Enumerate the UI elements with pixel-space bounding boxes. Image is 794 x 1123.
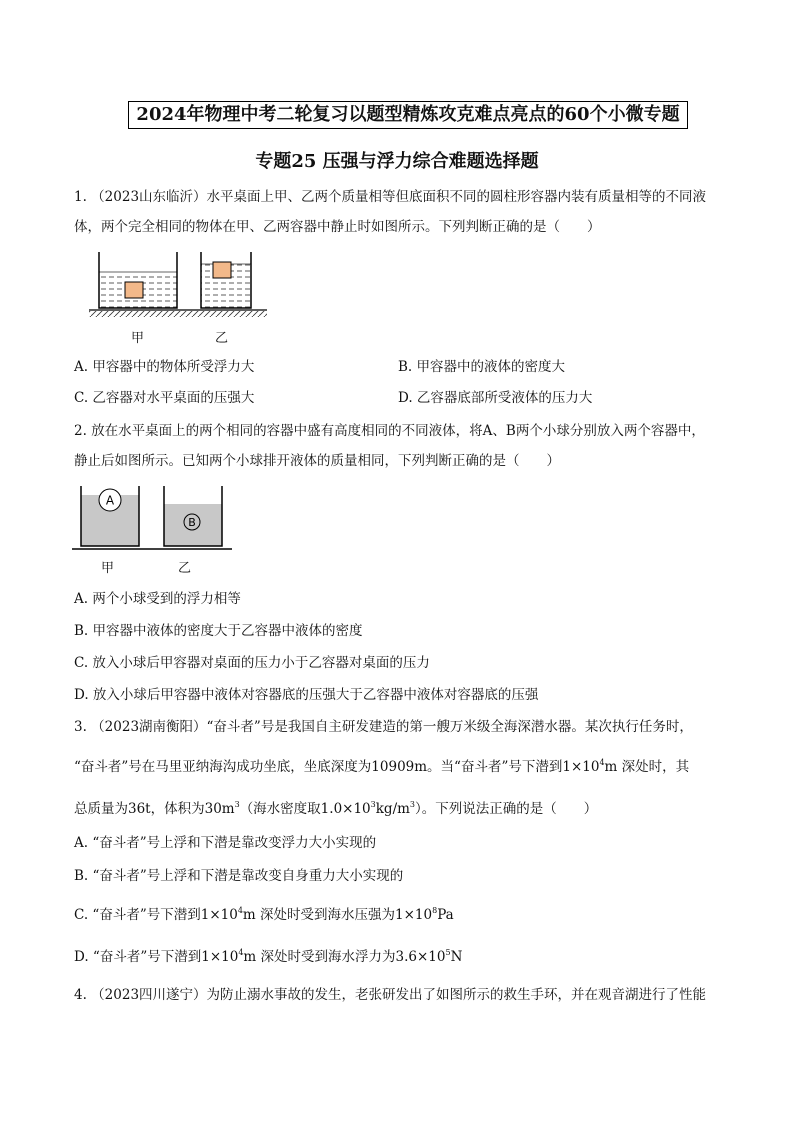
q3-stem-line2: “奋斗者”号在马里亚纳海沟成功坐底，坐底深度为10909m。当“奋斗者”号下潜到$1\times 10^4m$ 深处时，其 — [74, 758, 690, 775]
q3-stem-line1: 3. （2023湖南衡阳）“奋斗者”号是我国自主研发建造的第一艘万米级全海深潜水器。某次执行任务时， — [74, 719, 693, 735]
q2-stem-line2: 静止后如图所示。已知两个小球排开液体的质量相同，下列判断正确的是（ ） — [74, 453, 560, 469]
q1-option-b: B. 甲容器中的液体的密度大 — [398, 359, 566, 375]
q3-option-b: B. “奋斗者”号上浮和下潜是靠改变自身重力大小实现的 — [74, 868, 404, 884]
q3-option-d: D. “奋斗者”号下潜到$1\times 10^4m$ 深处时受到海水浮力为$3.6\times 10^5N$ — [74, 948, 463, 965]
q1-object-a — [125, 282, 143, 298]
q3-option-a: A. “奋斗者”号上浮和下潜是靠改变浮力大小实现的 — [74, 835, 377, 851]
q1-object-b — [213, 262, 231, 278]
q2-option-a: A. 两个小球受到的浮力相等 — [74, 591, 241, 607]
q1-figure — [85, 250, 275, 325]
q2-option-b: B. 甲容器中液体的密度大于乙容器中液体的密度 — [74, 623, 363, 639]
q1-option-a: A. 甲容器中的物体所受浮力大 — [74, 359, 255, 375]
q2-option-c: C. 放入小球后甲容器对桌面的压力小于乙容器对桌面的压力 — [74, 655, 430, 671]
q2-ball-b-label: B — [188, 516, 196, 529]
topic-subtitle: 专题25 压强与浮力综合难题选择题 — [255, 151, 539, 172]
q1-option-c: C. 乙容器对水平桌面的压强大 — [74, 390, 255, 406]
q3-stem-line3: 总质量为36t，体积为$30m^3$（海水密度取$1.0\times 10^3kg/m^3$）。下列说法正确的是（ ） — [74, 800, 598, 817]
q4-stem-line1: 4. （2023四川遂宁）为防止溺水事故的发生，老张研发出了如图所示的救生手环，并在观音湖进行了性能 — [74, 987, 707, 1003]
page-title: 2024年物理中考二轮复习以题型精炼攻克难点亮点的60个小微专题 — [128, 101, 688, 129]
q1-label-jia: 甲 — [131, 331, 145, 346]
q2-ball-a-label: A — [105, 493, 115, 508]
q1-option-d: D. 乙容器底部所受液体的压力大 — [398, 390, 593, 406]
q2-stem-line1: 2. 放在水平桌面上的两个相同的容器中盛有高度相同的不同液体，将A、B两个小球分别放入两个容器中， — [74, 423, 705, 439]
q2-label-jia: 甲 — [101, 561, 115, 576]
q1-stem-line1: 1. （2023山东临沂）水平桌面上甲、乙两个质量相等但底面积不同的圆柱形容器内装有质量相等的不同液 — [74, 189, 707, 205]
q1-label-yi: 乙 — [215, 331, 229, 346]
q2-label-yi: 乙 — [178, 561, 192, 576]
q3-option-c: C. “奋斗者”号下潜到$1\times 10^4m$ 深处时受到海水压强为$1\times 10^8Pa$ — [74, 906, 454, 923]
q1-stem-line2: 体，两个完全相同的物体在甲、乙两容器中静止时如图所示。下列判断正确的是（ ） — [74, 219, 601, 235]
q2-option-d: D. 放入小球后甲容器中液体对容器底的压强大于乙容器中液体对容器底的压强 — [74, 687, 539, 703]
q2-figure — [72, 484, 232, 554]
